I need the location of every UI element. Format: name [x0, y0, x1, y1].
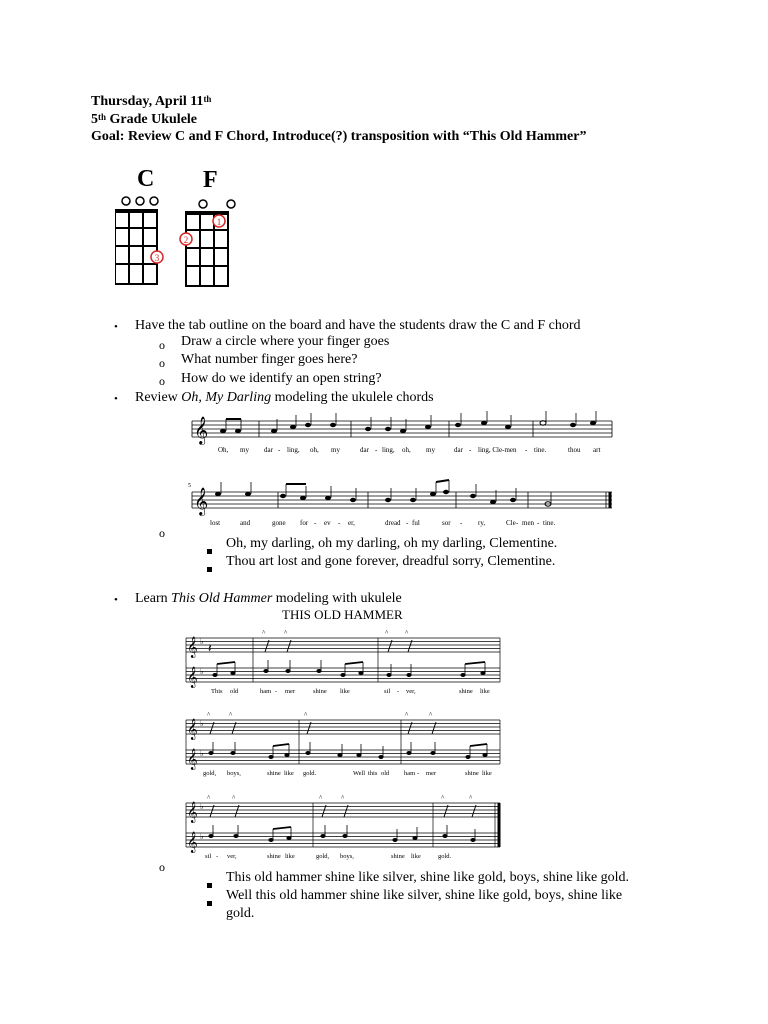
- square-bullet-icon: [207, 559, 212, 577]
- accent-mark: ^: [429, 711, 433, 719]
- score-this-old-hammer-row3: [183, 793, 503, 865]
- bullet-icon: •: [114, 321, 118, 333]
- accent-mark: ^: [341, 794, 345, 802]
- open-string-icon: [136, 197, 144, 205]
- score-this-old-hammer-row1: [183, 628, 503, 700]
- lyric-line: Well this old hammer shine like silver, shine like gold, boys, shine like: [226, 888, 623, 903]
- flat-icon: ♭: [200, 719, 204, 728]
- bullet-text: Have the tab outline on the board and have the students draw the C and F chord: [135, 318, 581, 333]
- accent-mark: ^: [207, 794, 211, 802]
- treble-clef-icon: 𝄞: [194, 418, 209, 444]
- finger-number: 1: [216, 217, 222, 227]
- bullet-text: Review Oh, My Darling modeling the ukulele chords: [135, 390, 434, 405]
- square-bullet-icon: [207, 893, 212, 911]
- sub-bullet-icon: o: [159, 374, 165, 388]
- accent-mark: ^: [232, 794, 236, 802]
- open-string-icon: [199, 200, 207, 208]
- score-lyrics: This old ham - mer shine like sil - ver, shine like: [211, 688, 490, 695]
- treble-clef-icon: 𝄞: [187, 832, 198, 852]
- score-title: THIS OLD HAMMER: [282, 607, 403, 622]
- treble-clef-icon: 𝄞: [194, 489, 209, 515]
- lyric-line: gold.: [226, 906, 255, 921]
- square-bullet-icon: [207, 541, 212, 559]
- accent-mark: ^: [207, 711, 211, 719]
- treble-clef-icon: 𝄞: [187, 667, 198, 687]
- accent-mark: ^: [385, 629, 389, 637]
- sub-bullet-icon: o: [159, 338, 165, 352]
- notes: [208, 751, 487, 759]
- open-string-icon: [227, 200, 235, 208]
- sub-bullet-text: What number finger goes here?: [181, 352, 358, 367]
- bullet-icon: •: [114, 393, 118, 405]
- page-date: Thursday, April 11th: [91, 94, 212, 109]
- treble-clef-icon: 𝄞: [187, 749, 198, 769]
- open-string-icon: [150, 197, 158, 205]
- accent-mark: ^: [469, 794, 473, 802]
- chord-c-name: C: [137, 166, 155, 192]
- accent-mark: ^: [441, 794, 445, 802]
- measure-number: 5: [188, 483, 191, 489]
- treble-clef-icon: 𝄞: [187, 719, 198, 739]
- flat-icon: ♭: [200, 749, 204, 758]
- chord-f-name: F: [203, 167, 218, 193]
- accent-mark: ^: [284, 629, 288, 637]
- notes: [212, 669, 485, 677]
- flat-icon: ♭: [200, 637, 204, 646]
- bullet-icon: •: [114, 594, 118, 606]
- accent-mark: ^: [304, 711, 308, 719]
- finger-number: 2: [183, 235, 189, 245]
- open-string-icon: [122, 197, 130, 205]
- lesson-goal: Goal: Review C and F Chord, Introduce(?) transposition with “This Old Hammer”: [91, 129, 587, 144]
- sub-bullet-icon: o: [159, 526, 165, 540]
- flat-icon: ♭: [200, 667, 204, 676]
- sub-bullet-text: How do we identify an open string?: [181, 371, 382, 386]
- notes: [220, 421, 596, 433]
- lyric-line: Thou art lost and gone forever, dreadful sorry, Clementine.: [226, 554, 556, 569]
- chord-f-diagram: [180, 167, 235, 286]
- score-oh-my-darling-row1: [188, 410, 616, 458]
- accent-mark: ^: [405, 711, 409, 719]
- bullet-text: Learn This Old Hammer modeling with ukulele: [135, 591, 402, 606]
- accent-mark: ^: [405, 629, 409, 637]
- chord-diagrams: [115, 160, 250, 300]
- score-lyrics: Oh, my dar - ling, oh, my dar - ling, oh, my dar - ling, Cle-men - tine. thou art: [218, 446, 601, 454]
- score-oh-my-darling-row2: [188, 478, 616, 534]
- chord-c-diagram: [115, 166, 163, 284]
- score-lyrics: gold, boys, shine like gold. Well this old ham - mer shine like: [203, 770, 492, 777]
- sub-bullet-icon: o: [159, 356, 165, 370]
- sub-bullet-text: Draw a circle where your finger goes: [181, 334, 390, 349]
- score-lyrics: sil - ver, shine like gold, boys, shine like gold.: [205, 853, 452, 860]
- class-title: 5th Grade Ukulele: [91, 112, 198, 127]
- treble-clef-icon: 𝄞: [187, 802, 198, 822]
- flat-icon: ♭: [200, 832, 204, 841]
- accent-mark: ^: [262, 629, 266, 637]
- accent-mark: ^: [319, 794, 323, 802]
- lyric-line: This old hammer shine like silver, shine like gold, boys, shine like gold.: [226, 870, 630, 885]
- finger-number: 3: [154, 253, 160, 263]
- sub-bullet-icon: o: [159, 860, 165, 874]
- score-lyrics: lost and gone for - ev - er, dread - ful sor - ry, Cle - men - tine.: [210, 519, 556, 527]
- rest-icon: 𝄽: [208, 641, 212, 655]
- flat-icon: ♭: [200, 802, 204, 811]
- score-this-old-hammer-row2: [183, 710, 503, 782]
- square-bullet-icon: [207, 875, 212, 893]
- treble-clef-icon: 𝄞: [187, 637, 198, 657]
- lyric-line: Oh, my darling, oh my darling, oh my darling, Clementine.: [226, 536, 558, 551]
- accent-mark: ^: [229, 711, 233, 719]
- notes: [208, 834, 475, 842]
